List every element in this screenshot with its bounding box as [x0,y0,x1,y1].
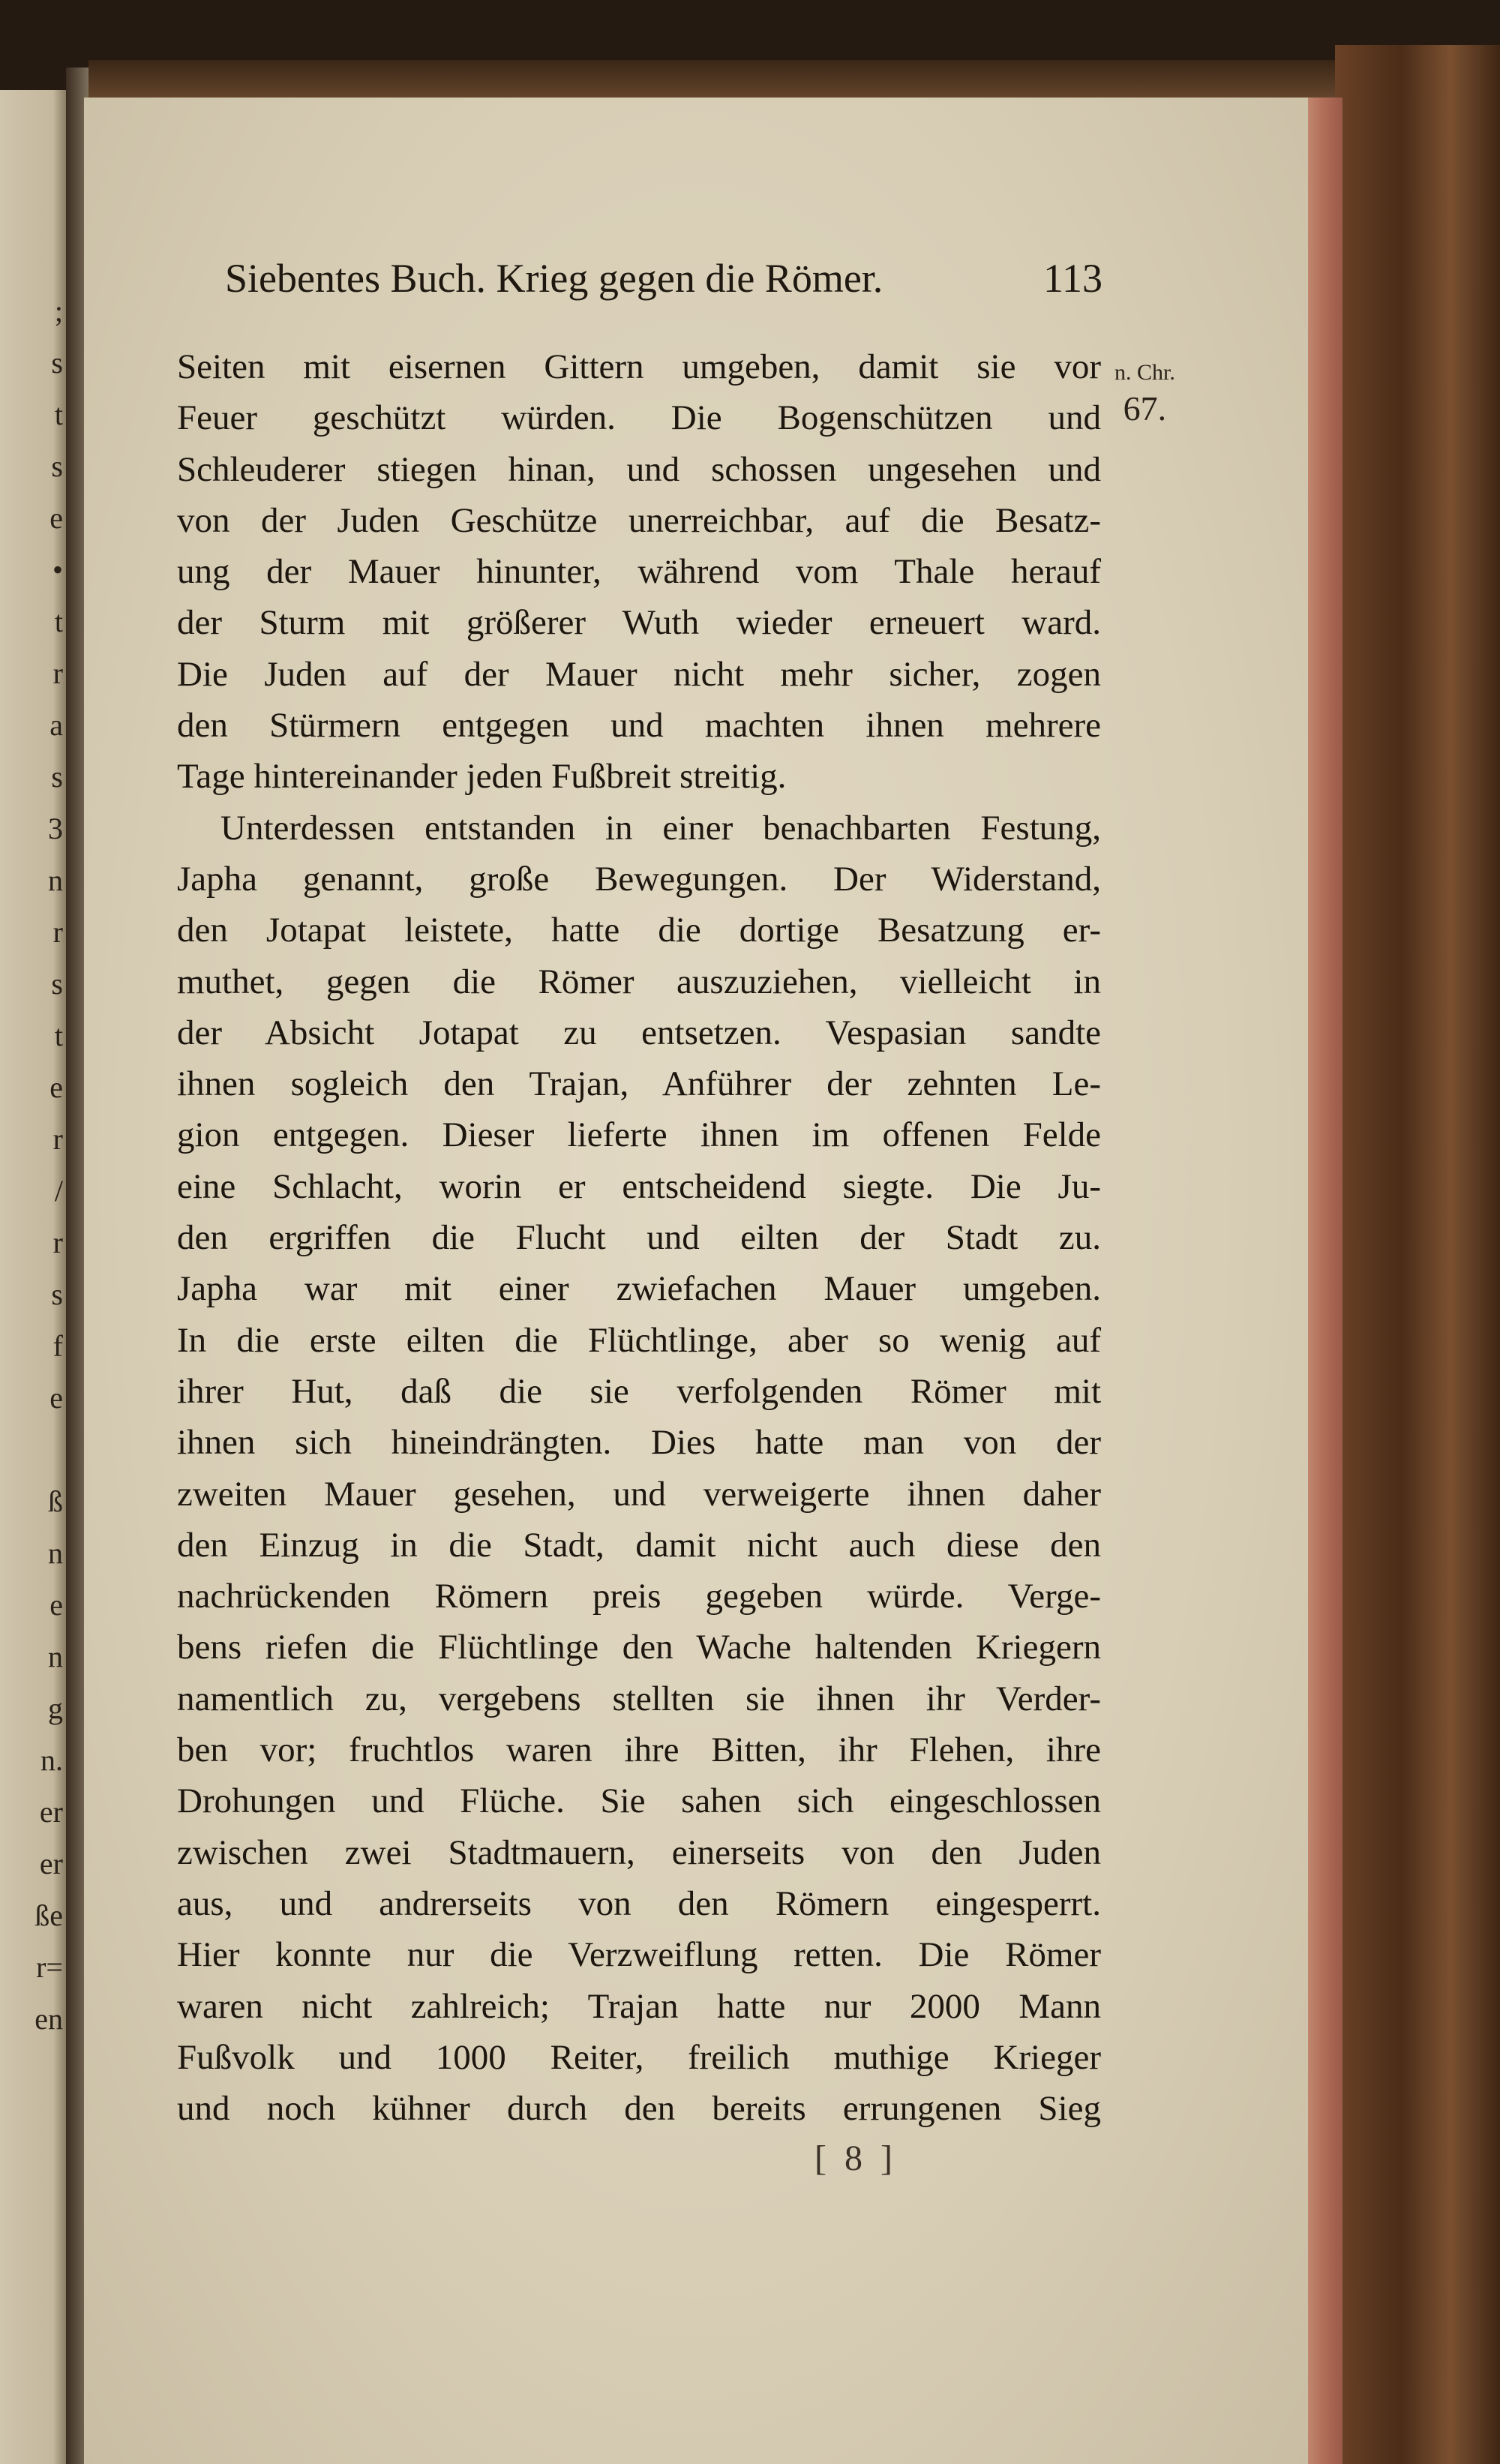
text-line: den ergriffen die Flucht und eilten der Stadt zu. [177,1218,1101,1258]
text-line: eine Schlacht, worin er entscheidend siegte. Die Ju- [177,1166,1101,1206]
text-line: Die Juden auf der Mauer nicht mehr sicher, zogen [177,654,1101,694]
text-line: zwischen zwei Stadtmauern, einerseits von den Juden [177,1832,1101,1872]
facing-page-fragment: s [51,1277,63,1311]
text-line: den Einzug in die Stadt, damit nicht auch diese den [177,1525,1101,1565]
facing-page-fragment: n [48,1640,63,1673]
facing-page-fragment: g [48,1691,63,1725]
facing-page-fragment: n [48,863,63,897]
facing-page-fragment: r= [36,1950,63,1984]
facing-page-fragment: f [52,1329,63,1363]
facing-page-fragment: ß [48,1484,63,1518]
facing-page-fragment: • [52,553,63,587]
facing-page-fragment: t [54,1019,63,1052]
text-line: bens riefen die Flüchtlinge den Wache haltenden Kriegern [177,1628,1101,1667]
page-number: 113 [1043,256,1102,301]
text-line: Unterdessen entstanden in einer benachbarten Festung, [220,808,1101,848]
facing-page-fragment: e [50,501,63,535]
facing-page-fragment: e [50,1381,63,1415]
facing-page-fragment: t [54,605,63,638]
text-line: aus, und andrerseits von den Römern eingesperrt. [177,1883,1101,1923]
page-edges [1305,98,1342,2464]
facing-page-fragment: n [48,1536,63,1570]
body-text [177,341,1101,2134]
facing-page-text-fragments [3,285,63,2045]
text-line: Japha war mit einer zwiefachen Mauer umgeben. [177,1269,1101,1309]
running-title: Siebentes Buch. Krieg gegen die Römer. [225,256,884,301]
facing-page-fragment: t [54,398,63,431]
text-line: Japha genannt, große Bewegungen. Der Widerstand, [177,859,1101,899]
text-line: den Stürmern entgegen und machten ihnen mehrere [177,706,1101,746]
margin-note [1114,360,1175,428]
text-line: In die erste eilten die Flüchtlinge, aber so wenig auf [177,1320,1101,1360]
facing-page-fragment: en [34,2002,63,2036]
text-line: Seiten mit eisernen Gittern umgeben, damit sie vor [177,347,1101,386]
facing-page-fragment: s [51,449,63,483]
text-line: zweiten Mauer gesehen, und verweigerte ihnen daher [177,1474,1101,1514]
text-line: Fußvolk und 1000 Reiter, freilich muthige Krieger [177,2037,1101,2077]
facing-page-fragment: s [51,346,63,380]
text-line: Schleuderer stiegen hinan, und schossen ungesehen und [177,449,1101,489]
text-line: ben vor; fruchtlos waren ihre Bitten, ihr Flehen, ihre [177,1730,1101,1770]
signature-mark: [ 8 ] [814,2138,897,2178]
text-line: ihnen sich hineindrängten. Dies hatte man von der [177,1423,1101,1463]
text-line: muthet, gegen die Römer auszuziehen, vielleicht in [177,962,1101,1001]
facing-page [0,90,66,2464]
facing-page-fragment: ße [34,1898,63,1932]
facing-page-fragment: er [39,1847,63,1880]
facing-page-fragment: e [50,1070,63,1104]
text-line: ihrer Hut, daß die sie verfolgenden Römer mit [177,1371,1101,1411]
text-line: Tage hintereinander jeden Fußbreit streitig. [177,757,787,797]
text-line: der Absicht Jotapat zu entsetzen. Vespasian sandte [177,1013,1101,1052]
facing-page-fragment: er [39,1795,63,1829]
facing-page-fragment: s [51,967,63,1001]
margin-year: 67. [1123,389,1167,428]
text-line: von der Juden Geschütze unerreichbar, auf die Besatz- [177,500,1101,540]
facing-page-fragment: r [52,1226,63,1259]
text-line: ung der Mauer hinunter, während vom Thale herauf [177,552,1101,592]
facing-page-fragment: n. [40,1743,63,1777]
text-line: Feuer geschützt würden. Die Bogenschützen und [177,398,1101,438]
facing-page-fragment: / [54,1174,63,1208]
text-line: waren nicht zahlreich; Trajan hatte nur 2000 Mann [177,1986,1101,2026]
facing-page-fragment: e [50,1588,63,1622]
facing-page-fragment: 3 [48,812,63,845]
text-line: den Jotapat leistete, hatte die dortige Besatzung er- [177,911,1101,950]
text-line: der Sturm mit größerer Wuth wieder erneuert ward. [177,603,1101,643]
margin-era: n. Chr. [1114,360,1175,385]
text-line: ihnen sogleich den Trajan, Anführer der zehnten Le- [177,1064,1101,1104]
facing-page-fragment: s [51,760,63,794]
running-header [225,255,1102,302]
text-line: und noch kühner durch den bereits errungenen Sieg [177,2089,1101,2129]
facing-page-fragment: r [52,1122,63,1156]
text-line: Hier konnte nur die Verzweiflung retten. Die Römer [177,1935,1101,1975]
facing-page-fragment [3,1424,63,1475]
facing-page-fragment: a [50,708,63,742]
text-line: Drohungen und Flüche. Sie sahen sich eingeschlossen [177,1781,1101,1821]
facing-page-fragment: ; [54,294,63,328]
facing-page-fragment: r [52,656,63,690]
text-line: gion entgegen. Dieser lieferte ihnen im offenen Felde [177,1115,1101,1155]
leather-cover [1335,45,1500,2464]
text-line: nachrückenden Römern preis gegeben würde. Verge- [177,1577,1101,1616]
facing-page-fragment: r [52,915,63,949]
text-line: namentlich zu, vergebens stellten sie ihnen ihr Verder- [177,1679,1101,1718]
